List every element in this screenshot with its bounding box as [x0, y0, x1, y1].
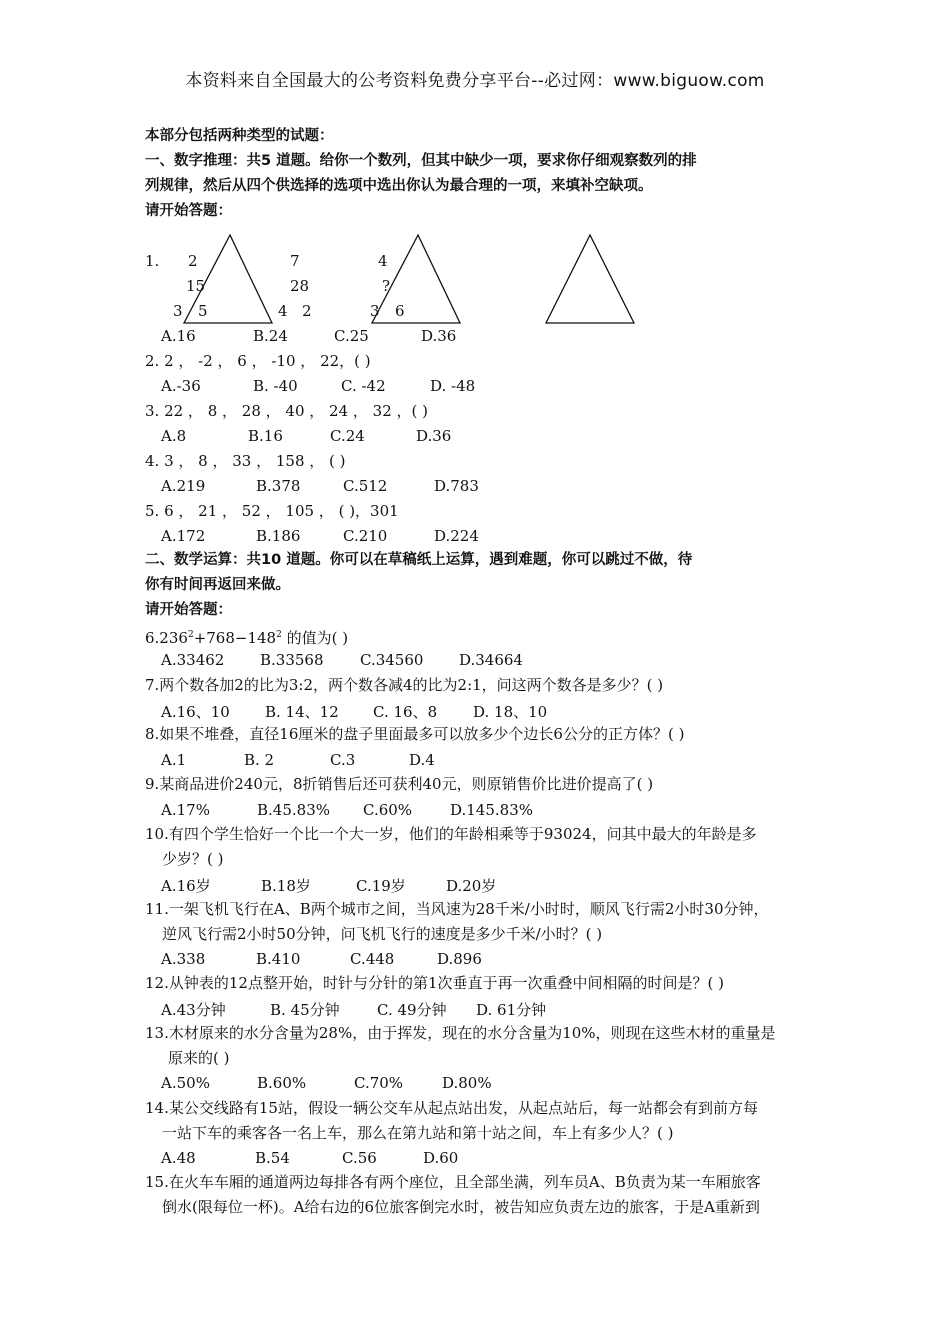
q14-option-d[interactable]: D.60 — [423, 1149, 459, 1167]
q6-part-e: 的值为( ) — [281, 629, 349, 647]
t3-mid: ? — [382, 277, 391, 295]
q5-option-d[interactable]: D.224 — [434, 527, 479, 545]
q10-stem-line-1: 10.有四个学生恰好一个比一个大一岁，他们的年龄相乘等于93024，问其中最大的年龄是多 — [145, 825, 757, 843]
q4-option-d[interactable]: D.783 — [434, 477, 479, 495]
q9-option-c[interactable]: C.60% — [363, 801, 413, 819]
q5-stem: 5. 6 ， 21 ， 52 ， 105 ， ( )，301 — [145, 502, 399, 520]
t2-bottom-left: 4 — [278, 302, 288, 320]
q1-option-c[interactable]: C.25 — [334, 327, 369, 345]
t1-bottom-left: 3 — [173, 302, 183, 320]
q6-part-c: +768−148 — [193, 629, 277, 647]
q6-exp-2: 2 — [276, 630, 282, 640]
q4-stem: 4. 3 ， 8 ， 33 ， 158 ， ( ) — [145, 452, 346, 470]
q1-number: 1. — [145, 252, 160, 270]
q6-stem — [145, 623, 348, 651]
q9-stem: 9.某商品进价240元，8折销售后还可获利40元，则原销售价比进价提高了( ) — [145, 775, 654, 793]
q14-option-b[interactable]: B.54 — [255, 1149, 290, 1167]
q15-stem-line-2: 倒水(限每位一杯)。A给右边的6位旅客倒完水时，被告知应负责左边的旅客，于是A重新到 — [162, 1198, 760, 1216]
q14-option-a[interactable]: A.48 — [161, 1149, 196, 1167]
q12-option-a[interactable]: A.43分钟 — [161, 1001, 226, 1019]
q3-option-c[interactable]: C.24 — [330, 427, 365, 445]
q12-option-d[interactable]: D. 61分钟 — [476, 1001, 547, 1019]
t2-bottom-right: 2 — [302, 302, 312, 320]
intro-line-2: 一、数字推理：共5 道题。给你一个数列，但其中缺少一项，要求你仔细观察数列的排 — [145, 153, 697, 169]
q13-option-b[interactable]: B.60% — [257, 1074, 307, 1092]
q4-option-a[interactable]: A.219 — [161, 477, 206, 495]
intro-line-4: 请开始答题： — [145, 203, 232, 219]
t1-bottom-right: 5 — [198, 302, 208, 320]
q9-option-d[interactable]: D.145.83% — [450, 801, 533, 819]
q10-stem-line-2: 少岁？( ) — [162, 850, 224, 868]
q3-stem: 3. 22 ， 8 ， 28 ， 40 ， 24 ， 32 ，( ) — [145, 402, 428, 420]
q2-option-a[interactable]: A.-36 — [161, 377, 201, 395]
t3-bottom-left: 3 — [370, 302, 380, 320]
q7-option-a[interactable]: A.16、10 — [161, 703, 230, 721]
triangle-empty — [546, 235, 634, 323]
intro-line-1: 本部分包括两种类型的试题： — [145, 128, 334, 144]
q10-option-a[interactable]: A.16岁 — [161, 877, 211, 895]
q4-option-c[interactable]: C.512 — [343, 477, 388, 495]
q7-option-d[interactable]: D. 18、10 — [473, 703, 548, 721]
q8-option-c[interactable]: C.3 — [330, 751, 356, 769]
q11-stem-line-1: 11.一架飞机飞行在A、B两个城市之间，当风速为28千米/小时时，顺风飞行需2小时30分钟， — [145, 900, 769, 918]
q5-option-a[interactable]: A.172 — [161, 527, 206, 545]
q3-option-b[interactable]: B.16 — [248, 427, 283, 445]
q9-option-b[interactable]: B.45.83% — [257, 801, 330, 819]
t1-top: 2 — [188, 252, 198, 270]
q10-option-b[interactable]: B.18岁 — [261, 877, 311, 895]
q1-option-a[interactable]: A.16 — [161, 327, 196, 345]
q2-stem: 2. 2 ， -2 ， 6 ， -10 ， 22，( ) — [145, 352, 371, 370]
q5-option-b[interactable]: B.186 — [256, 527, 301, 545]
q14-stem-line-2: 一站下车的乘客各一名上车，那么在第九站和第十站之间，车上有多少人？( ) — [162, 1124, 674, 1142]
q10-option-d[interactable]: D.20岁 — [446, 877, 497, 895]
t2-top: 7 — [290, 252, 300, 270]
t1-mid: 15 — [186, 277, 206, 295]
q6-option-c[interactable]: C.34560 — [360, 651, 424, 669]
q8-option-a[interactable]: A.1 — [161, 751, 187, 769]
q7-option-c[interactable]: C. 16、8 — [373, 703, 438, 721]
q6-option-d[interactable]: D.34664 — [459, 651, 523, 669]
q11-option-b[interactable]: B.410 — [256, 950, 301, 968]
q12-stem: 12.从钟表的12点整开始，时针与分针的第1次垂直于再一次重叠中间相隔的时间是？( ) — [145, 974, 724, 992]
q3-option-a[interactable]: A.8 — [161, 427, 187, 445]
q6-option-a[interactable]: A.33462 — [161, 651, 225, 669]
q14-stem-line-1: 14.某公交线路有15站，假设一辆公交车从起点站出发，从起点站后，每一站都会有到前方每 — [145, 1099, 758, 1117]
q6-exp-1: 2 — [187, 630, 194, 640]
t3-bottom-right: 6 — [395, 302, 405, 320]
q11-option-d[interactable]: D.896 — [437, 950, 482, 968]
q13-stem-line-1: 13.木材原来的水分含量为28%，由于挥发，现在的水分含量为10%，则现在这些木材的重量是 — [145, 1024, 776, 1042]
q11-option-c[interactable]: C.448 — [350, 950, 395, 968]
t3-top: 4 — [378, 252, 388, 270]
q5-option-c[interactable]: C.210 — [343, 527, 388, 545]
q2-option-d[interactable]: D. -48 — [430, 377, 476, 395]
q8-option-d[interactable]: D.4 — [409, 751, 435, 769]
q8-stem: 8.如果不堆叠，直径16厘米的盘子里面最多可以放多少个边长6公分的正方体？( ) — [145, 725, 685, 743]
q15-stem-line-1: 15.在火车车厢的通道两边每排各有两个座位，且全部坐满，列车员A、B负责为某一车厢旅客 — [145, 1173, 761, 1191]
q12-option-b[interactable]: B. 45分钟 — [270, 1001, 340, 1019]
intro-line-3: 列规律，然后从四个供选择的选项中选出你认为最合理的一项，来填补空缺项。 — [145, 178, 653, 194]
q6-part-a: 6.236 — [145, 629, 188, 647]
q10-option-c[interactable]: C.19岁 — [356, 877, 406, 895]
q4-option-b[interactable]: B.378 — [256, 477, 301, 495]
q7-stem: 7.两个数各加2的比为3:2，两个数各减4的比为2:1，问这两个数各是多少？( ) — [145, 676, 664, 694]
part2-line-1: 二、数学运算：共10 道题。你可以在草稿纸上运算，遇到难题，你可以跳过不做，待 — [145, 552, 693, 568]
page-header: 本资料来自全国最大的公考资料免费分享平台--必过网：www.biguow.com — [185, 71, 765, 91]
q13-option-c[interactable]: C.70% — [354, 1074, 404, 1092]
q1-option-d[interactable]: D.36 — [421, 327, 457, 345]
q2-option-b[interactable]: B. -40 — [253, 377, 298, 395]
t2-mid: 28 — [290, 277, 310, 295]
q13-stem-line-2: 原来的( ) — [168, 1049, 230, 1067]
q11-stem-line-2: 逆风飞行需2小时50分钟，问飞机飞行的速度是多少千米/小时？( ) — [162, 925, 603, 943]
q1-option-b[interactable]: B.24 — [253, 327, 288, 345]
q7-option-b[interactable]: B. 14、12 — [265, 703, 339, 721]
q3-option-d[interactable]: D.36 — [416, 427, 452, 445]
q13-option-d[interactable]: D.80% — [442, 1074, 492, 1092]
q12-option-c[interactable]: C. 49分钟 — [377, 1001, 447, 1019]
q11-option-a[interactable]: A.338 — [161, 950, 206, 968]
part2-line-3: 请开始答题： — [145, 602, 232, 618]
q9-option-a[interactable]: A.17% — [161, 801, 210, 819]
q14-option-c[interactable]: C.56 — [342, 1149, 377, 1167]
q6-option-b[interactable]: B.33568 — [260, 651, 324, 669]
q13-option-a[interactable]: A.50% — [161, 1074, 210, 1092]
q2-option-c[interactable]: C. -42 — [341, 377, 386, 395]
part2-line-2: 你有时间再返回来做。 — [145, 577, 290, 593]
q8-option-b[interactable]: B. 2 — [244, 751, 275, 769]
